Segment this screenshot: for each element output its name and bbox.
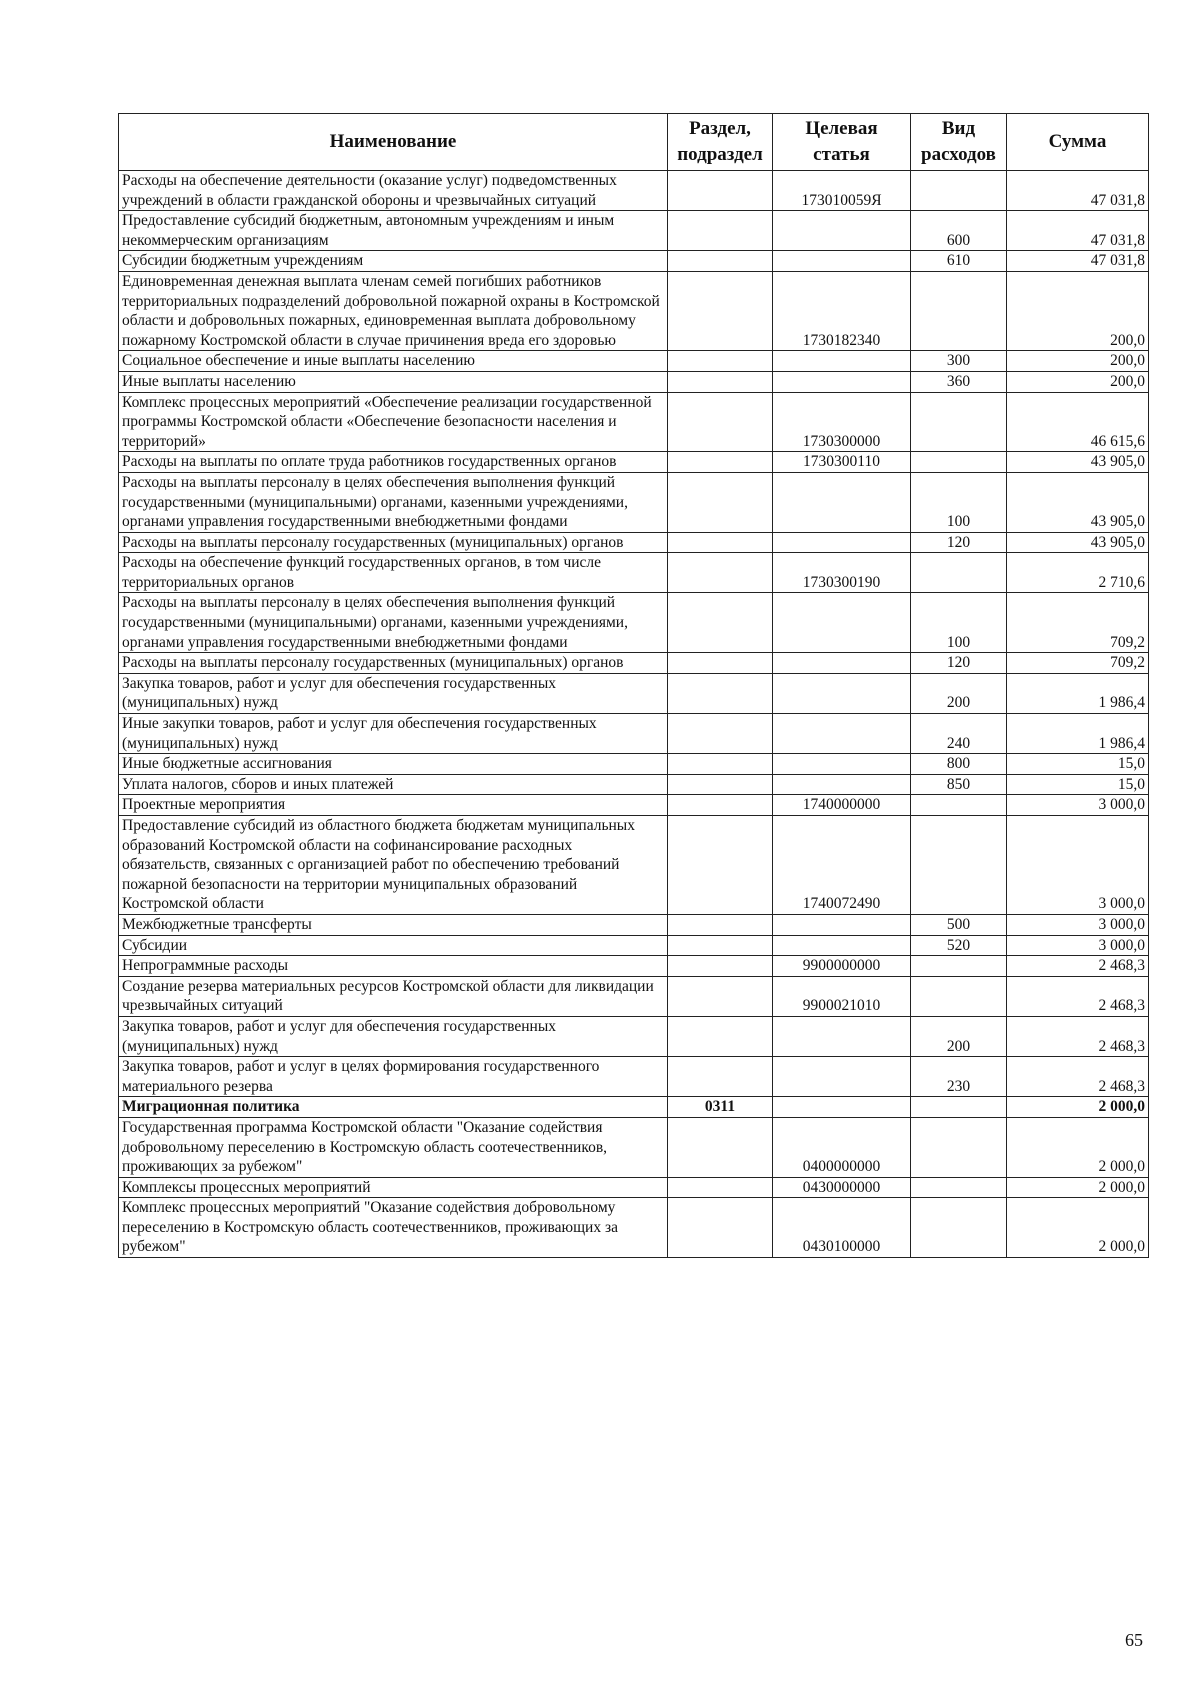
cell-target (773, 371, 911, 392)
cell-sum: 46 615,6 (1007, 392, 1149, 452)
cell-sum: 3 000,0 (1007, 914, 1149, 935)
cell-sum: 2 468,3 (1007, 1057, 1149, 1097)
cell-kind: 360 (911, 371, 1007, 392)
cell-section (668, 1057, 773, 1097)
cell-target (773, 351, 911, 372)
header-kind: Вид расходов (911, 114, 1007, 171)
cell-target: 1740000000 (773, 795, 911, 816)
cell-section (668, 351, 773, 372)
cell-kind (911, 271, 1007, 350)
table-row (119, 754, 1149, 775)
cell-kind: 520 (911, 935, 1007, 956)
cell-sum: 709,2 (1007, 593, 1149, 653)
cell-kind (911, 1177, 1007, 1198)
cell-sum: 2 468,3 (1007, 1016, 1149, 1056)
table-row (119, 795, 1149, 816)
cell-sum: 2 000,0 (1007, 1198, 1149, 1258)
table-row (119, 673, 1149, 713)
cell-name: Социальное обеспечение и иные выплаты населению (119, 351, 668, 372)
cell-target (773, 532, 911, 553)
cell-name: Непрограммные расходы (119, 956, 668, 977)
cell-kind (911, 553, 1007, 593)
cell-section (668, 653, 773, 674)
cell-kind: 100 (911, 593, 1007, 653)
cell-name: Расходы на обеспечение функций государственных органов, в том числе территориальных органов (119, 553, 668, 593)
cell-section (668, 754, 773, 775)
cell-section (668, 774, 773, 795)
cell-target (773, 1057, 911, 1097)
header-row (119, 114, 1149, 171)
cell-sum: 2 000,0 (1007, 1177, 1149, 1198)
cell-section (668, 452, 773, 473)
cell-sum: 15,0 (1007, 774, 1149, 795)
cell-name: Единовременная денежная выплата членам семей погибших работников территориальных подразделений добровольной пожарной охраны в Костромской области и добровольных пожарных, единовременная выплата добровольному пожарному Костромской области в случае причинения вреда его здоровью (119, 271, 668, 350)
cell-name: Межбюджетные трансферты (119, 914, 668, 935)
header-name: Наименование (119, 114, 668, 171)
cell-sum: 47 031,8 (1007, 211, 1149, 251)
cell-section (668, 553, 773, 593)
cell-kind: 800 (911, 754, 1007, 775)
cell-name: Расходы на выплаты персоналу государственных (муниципальных) органов (119, 532, 668, 553)
cell-name: Расходы на выплаты персоналу государственных (муниципальных) органов (119, 653, 668, 674)
cell-section (668, 532, 773, 553)
cell-name: Уплата налогов, сборов и иных платежей (119, 774, 668, 795)
cell-name: Миграционная политика (119, 1097, 668, 1118)
cell-name: Закупка товаров, работ и услуг для обеспечения государственных (муниципальных) нужд (119, 673, 668, 713)
cell-section (668, 673, 773, 713)
cell-kind (911, 795, 1007, 816)
cell-sum: 2 000,0 (1007, 1097, 1149, 1118)
cell-name: Иные бюджетные ассигнования (119, 754, 668, 775)
cell-kind: 850 (911, 774, 1007, 795)
cell-name: Комплексы процессных мероприятий (119, 1177, 668, 1198)
cell-sum: 200,0 (1007, 271, 1149, 350)
cell-kind (911, 1097, 1007, 1118)
cell-name: Иные закупки товаров, работ и услуг для обеспечения государственных (муниципальных) нужд (119, 714, 668, 754)
cell-name: Комплекс процессных мероприятий «Обеспечение реализации государственной программы Костромской области «Обеспечение безопасности населения и территорий» (119, 392, 668, 452)
cell-target: 1740072490 (773, 816, 911, 915)
cell-kind: 500 (911, 914, 1007, 935)
cell-target (773, 593, 911, 653)
cell-sum: 3 000,0 (1007, 816, 1149, 915)
cell-sum: 47 031,8 (1007, 171, 1149, 211)
cell-name: Комплекс процессных мероприятий "Оказание содействия добровольному переселению в Костромскую область соотечественников, проживающих за рубежом" (119, 1198, 668, 1258)
cell-kind (911, 816, 1007, 915)
header-target: Целевая статья (773, 114, 911, 171)
cell-sum: 200,0 (1007, 371, 1149, 392)
cell-kind: 600 (911, 211, 1007, 251)
table-row (119, 371, 1149, 392)
cell-target: 9900021010 (773, 976, 911, 1016)
cell-target: 1730300190 (773, 553, 911, 593)
header-sum: Сумма (1007, 114, 1149, 171)
cell-section (668, 171, 773, 211)
budget-table (118, 113, 1149, 1258)
cell-sum: 2 710,6 (1007, 553, 1149, 593)
cell-kind (911, 452, 1007, 473)
cell-sum: 200,0 (1007, 351, 1149, 372)
table-row (119, 1016, 1149, 1056)
cell-kind (911, 1198, 1007, 1258)
cell-target (773, 653, 911, 674)
cell-section (668, 472, 773, 532)
cell-target (773, 714, 911, 754)
table-row (119, 774, 1149, 795)
cell-target: 0430000000 (773, 1177, 911, 1198)
table-row (119, 452, 1149, 473)
cell-kind (911, 1117, 1007, 1177)
cell-target (773, 914, 911, 935)
cell-name: Субсидии бюджетным учреждениям (119, 251, 668, 272)
cell-kind: 120 (911, 532, 1007, 553)
cell-section (668, 795, 773, 816)
cell-target (773, 1016, 911, 1056)
cell-section (668, 211, 773, 251)
table-row (119, 1057, 1149, 1097)
cell-sum: 2 468,3 (1007, 976, 1149, 1016)
cell-name: Расходы на выплаты персоналу в целях обеспечения выполнения функций государственными (муниципальными) органами, казенными учреждениями, органами управления государственными внебюджетными фондами (119, 593, 668, 653)
cell-target (773, 472, 911, 532)
table-row (119, 251, 1149, 272)
cell-target (773, 211, 911, 251)
cell-kind (911, 171, 1007, 211)
table-row (119, 714, 1149, 754)
table-row (119, 271, 1149, 350)
cell-kind: 230 (911, 1057, 1007, 1097)
cell-name: Закупка товаров, работ и услуг в целях формирования государственного материального резерва (119, 1057, 668, 1097)
cell-name: Проектные мероприятия (119, 795, 668, 816)
cell-sum: 43 905,0 (1007, 532, 1149, 553)
cell-sum: 2 000,0 (1007, 1117, 1149, 1177)
cell-section (668, 816, 773, 915)
cell-target (773, 673, 911, 713)
cell-section (668, 371, 773, 392)
table-row (119, 914, 1149, 935)
cell-sum: 1 986,4 (1007, 714, 1149, 754)
table-header (119, 114, 1149, 171)
cell-target (773, 1097, 911, 1118)
table-row (119, 351, 1149, 372)
cell-name: Субсидии (119, 935, 668, 956)
cell-kind: 610 (911, 251, 1007, 272)
cell-target: 173010059Я (773, 171, 911, 211)
cell-sum: 3 000,0 (1007, 795, 1149, 816)
cell-kind: 120 (911, 653, 1007, 674)
cell-sum: 1 986,4 (1007, 673, 1149, 713)
table-row (119, 1198, 1149, 1258)
cell-section (668, 1016, 773, 1056)
cell-target: 0430100000 (773, 1198, 911, 1258)
cell-section (668, 976, 773, 1016)
cell-target: 1730300000 (773, 392, 911, 452)
table-row (119, 532, 1149, 553)
cell-kind (911, 956, 1007, 977)
cell-section (668, 271, 773, 350)
cell-kind: 200 (911, 1016, 1007, 1056)
cell-target: 1730300110 (773, 452, 911, 473)
table-row (119, 956, 1149, 977)
table-row (119, 976, 1149, 1016)
cell-name: Предоставление субсидий из областного бюджета бюджетам муниципальных образований Костромской области на софинансирование расходных обязательств, связанных с организацией работ по обеспечению требований пожарной безопасности на территории муниципальных образований Костромской области (119, 816, 668, 915)
cell-sum: 709,2 (1007, 653, 1149, 674)
table-row (119, 211, 1149, 251)
table-row (119, 593, 1149, 653)
table-row (119, 392, 1149, 452)
table-row (119, 935, 1149, 956)
table-row (119, 653, 1149, 674)
cell-kind: 200 (911, 673, 1007, 713)
table-row (119, 472, 1149, 532)
cell-name: Предоставление субсидий бюджетным, автономным учреждениям и иным некоммерческим организациям (119, 211, 668, 251)
cell-kind: 240 (911, 714, 1007, 754)
cell-section (668, 956, 773, 977)
cell-sum: 47 031,8 (1007, 251, 1149, 272)
cell-target: 1730182340 (773, 271, 911, 350)
cell-target (773, 251, 911, 272)
cell-kind (911, 392, 1007, 452)
cell-sum: 15,0 (1007, 754, 1149, 775)
cell-section (668, 392, 773, 452)
cell-target: 0400000000 (773, 1117, 911, 1177)
cell-section (668, 935, 773, 956)
header-section: Раздел, подраздел (668, 114, 773, 171)
page-number: 65 (1125, 1630, 1143, 1650)
cell-target (773, 774, 911, 795)
cell-section (668, 1198, 773, 1258)
table-row (119, 1117, 1149, 1177)
table-row (119, 816, 1149, 915)
cell-sum: 3 000,0 (1007, 935, 1149, 956)
cell-target: 9900000000 (773, 956, 911, 977)
cell-kind (911, 976, 1007, 1016)
cell-name: Закупка товаров, работ и услуг для обеспечения государственных (муниципальных) нужд (119, 1016, 668, 1056)
cell-sum: 2 468,3 (1007, 956, 1149, 977)
cell-section (668, 714, 773, 754)
cell-name: Расходы на выплаты по оплате труда работников государственных органов (119, 452, 668, 473)
table-body (119, 171, 1149, 1258)
cell-section (668, 593, 773, 653)
cell-section (668, 914, 773, 935)
cell-section (668, 1177, 773, 1198)
cell-name: Расходы на выплаты персоналу в целях обеспечения выполнения функций государственными (муниципальными) органами, казенными учреждениями, органами управления государственными внебюджетными фондами (119, 472, 668, 532)
cell-sum: 43 905,0 (1007, 452, 1149, 473)
cell-name: Государственная программа Костромской области "Оказание содействия добровольному переселению в Костромскую область соотечественников, проживающих за рубежом" (119, 1117, 668, 1177)
cell-section: 0311 (668, 1097, 773, 1118)
cell-kind: 100 (911, 472, 1007, 532)
cell-sum: 43 905,0 (1007, 472, 1149, 532)
table-row (119, 171, 1149, 211)
cell-target (773, 935, 911, 956)
table-row (119, 1097, 1149, 1118)
cell-name: Расходы на обеспечение деятельности (оказание услуг) подведомственных учреждений в области гражданской обороны и чрезвычайных ситуаций (119, 171, 668, 211)
table-row (119, 553, 1149, 593)
cell-kind: 300 (911, 351, 1007, 372)
cell-section (668, 1117, 773, 1177)
cell-target (773, 754, 911, 775)
cell-section (668, 251, 773, 272)
cell-name: Создание резерва материальных ресурсов Костромской области для ликвидации чрезвычайных ситуаций (119, 976, 668, 1016)
cell-name: Иные выплаты населению (119, 371, 668, 392)
table-row (119, 1177, 1149, 1198)
